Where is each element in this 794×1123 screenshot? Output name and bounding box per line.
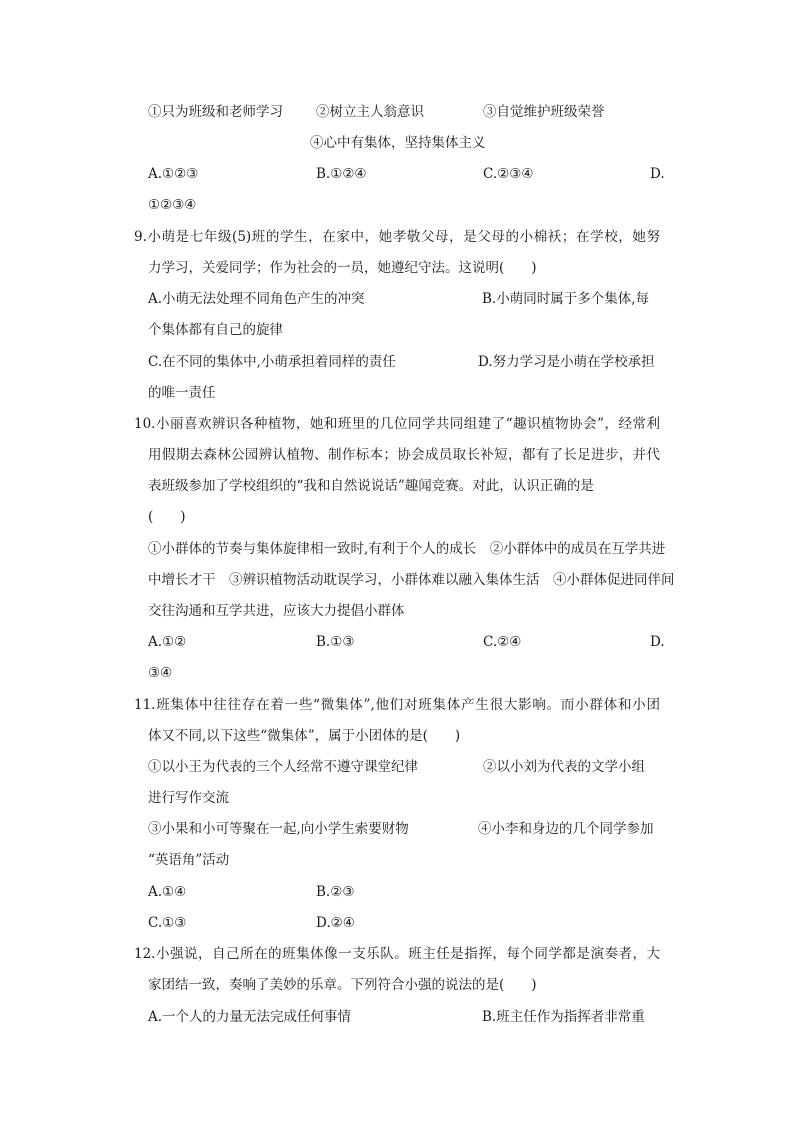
q11-item-4: ④小李和身边的几个同学参加 — [478, 821, 654, 837]
q8-answer-a: A.①②③ — [148, 166, 199, 182]
q9-option-b: B.小萌同时属于多个集体,每 — [482, 291, 650, 307]
q11-item-3: ③小果和小可等聚在一起,向小学生索要财物 — [148, 821, 409, 837]
q12-stem-line-2: 家团结一致，奏响了美妙的乐章。下列符合小强的说法的是( ) — [148, 977, 537, 993]
q11-answer-b: B.②③ — [316, 884, 355, 900]
document-page: ①只为班级和老师学习 ②树立主人翁意识 ③自觉维护班级荣誉 ④心中有集体，坚持集体主义 A.①②③ B.①②④ C.②③④ D. ①②③④ 9.小萌是七年级(5)班的学生，在家中，她孝敬父母，是父母的小棉袄；在学校，她努 力学习，关爱同学；作为社会的一员，她遵纪守法。这说明( ) A.小萌无法处理不同角色产生的冲突 B.小萌同时属于多个集体,每 个集体都有自己的旋律 C.在不同的集体中,小萌承担着同样的责任 D.努力学习是小萌在学校承担 的唯一责任 10.小丽喜欢辨识各种植物，她和班里的几位同学共同组建了“趣识植物协会”，经常利 用假期去森林公园辨认植物、制作标本；协会成员取长补短，都有了长足进步，并代 表班级参加了学校组织的“我和自然说说话”趣闻竞赛。对此，认识正确的是 ( ) ①小群体的节奏与集体旋律相一致时,有利于个人的成长 ②小群体中的成员在互学共进 中增长才干 ③辨识植物活动耽误学习，小群体难以融入集体生活 ④小群体促进同伴间 交往沟通和互学共进，应该大力提倡小群体 A.①② B.①③ C.②④ D. ③④ 11.班集体中往往存在着一些“微集体”,他们对班集体产生很大影响。而小群体和小团 体又不同,以下这些“微集体”，属于小团体的是( ) ①以小王为代表的三个人经常不遵守课堂纪律 ②以小刘为代表的文学小组 进行写作交流 ③小果和小可等聚在一起,向小学生索要财物 ④小李和身边的几个同学参加 “英语角”活动 A.①④ B.②③ C.①③ D.②④ 12.小强说，自己所在的班集体像一支乐队。班主任是指挥，每个同学都是演奏者，大 家团结一致，奏响了美妙的乐章。下列符合小强的说法的是( ) A.一个人的力量无法完成任何事情 B.班主任作为指挥者非常重 — [134, 104, 675, 1025]
q10-answer-d-wrap: ③④ — [148, 665, 173, 681]
q10-stem-line-1: 10.小丽喜欢辨识各种植物，她和班里的几位同学共同组建了“趣识植物协会”，经常利 — [134, 416, 660, 432]
q11-stem-line-2: 体又不同,以下这些“微集体”，属于小团体的是( ) — [148, 728, 461, 744]
q12-option-b: B.班主任作为指挥者非常重 — [482, 1009, 645, 1025]
q10-stem-line-2: 用假期去森林公园辨认植物、制作标本；协会成员取长补短，都有了长足进步，并代 — [148, 447, 660, 463]
q8-option-1: ①只为班级和老师学习 — [148, 104, 283, 120]
q8-option-2: ②树立主人翁意识 — [316, 104, 424, 120]
q9-option-d: D.努力学习是小萌在学校承担 — [478, 354, 655, 370]
q10-answer-c: C.②④ — [483, 634, 522, 650]
q9-option-b-wrap: 个集体都有自己的旋律 — [148, 322, 283, 338]
q10-items-line-3: 交往沟通和互学共进，应该大力提倡小群体 — [148, 603, 405, 619]
q11-answer-a: A.①④ — [148, 884, 187, 900]
q9-option-c: C.在不同的集体中,小萌承担着同样的责任 — [148, 354, 396, 370]
q11-item-1: ①以小王为代表的三个人经常不遵守课堂纪律 — [148, 759, 418, 775]
q8-option-4: ④心中有集体，坚持集体主义 — [310, 135, 486, 151]
q9-stem-line-1: 9.小萌是七年级(5)班的学生，在家中，她孝敬父母，是父母的小棉袄；在学校，她努 — [134, 229, 660, 245]
q11-item-2: ②以小刘为代表的文学小组 — [483, 759, 645, 775]
q11-item-4-wrap: “英语角”活动 — [148, 852, 230, 868]
q8-answer-c: C.②③④ — [483, 166, 534, 182]
q11-item-2-wrap: 进行写作交流 — [148, 790, 229, 806]
q10-answer-a: A.①② — [148, 634, 187, 650]
q9-option-d-wrap: 的唯一责任 — [148, 385, 216, 401]
q10-stem-line-3: 表班级参加了学校组织的“我和自然说说话”趣闻竞赛。对此，认识正确的是 — [148, 478, 594, 494]
q10-answer-d: D. — [650, 634, 665, 650]
q8-answer-d: D. — [650, 166, 665, 182]
q10-answer-b: B.①③ — [316, 634, 355, 650]
q12-option-a: A.一个人的力量无法完成任何事情 — [148, 1009, 352, 1025]
q10-stem-line-4: ( ) — [148, 509, 186, 525]
q9-option-a: A.小萌无法处理不同角色产生的冲突 — [148, 291, 365, 307]
q9-stem-line-2: 力学习，关爱同学；作为社会的一员，她遵纪守法。这说明( ) — [148, 260, 537, 276]
q12-stem-line-1: 12.小强说，自己所在的班集体像一支乐队。班主任是指挥，每个同学都是演奏者，大 — [134, 946, 660, 962]
q11-answer-d: D.②④ — [316, 915, 355, 931]
q11-stem-line-1: 11.班集体中往往存在着一些“微集体”,他们对班集体产生很大影响。而小群体和小团 — [134, 697, 660, 713]
q8-option-3: ③自觉维护班级荣誉 — [483, 104, 605, 120]
q10-items-line-2: 中增长才干 ③辨识植物活动耽误学习，小群体难以融入集体生活 ④小群体促进同伴间 — [148, 572, 675, 588]
q10-items-line-1: ①小群体的节奏与集体旋律相一致时,有利于个人的成长 ②小群体中的成员在互学共进 — [148, 541, 666, 557]
q8-answer-b: B.①②④ — [316, 166, 367, 182]
q11-answer-c: C.①③ — [148, 915, 187, 931]
